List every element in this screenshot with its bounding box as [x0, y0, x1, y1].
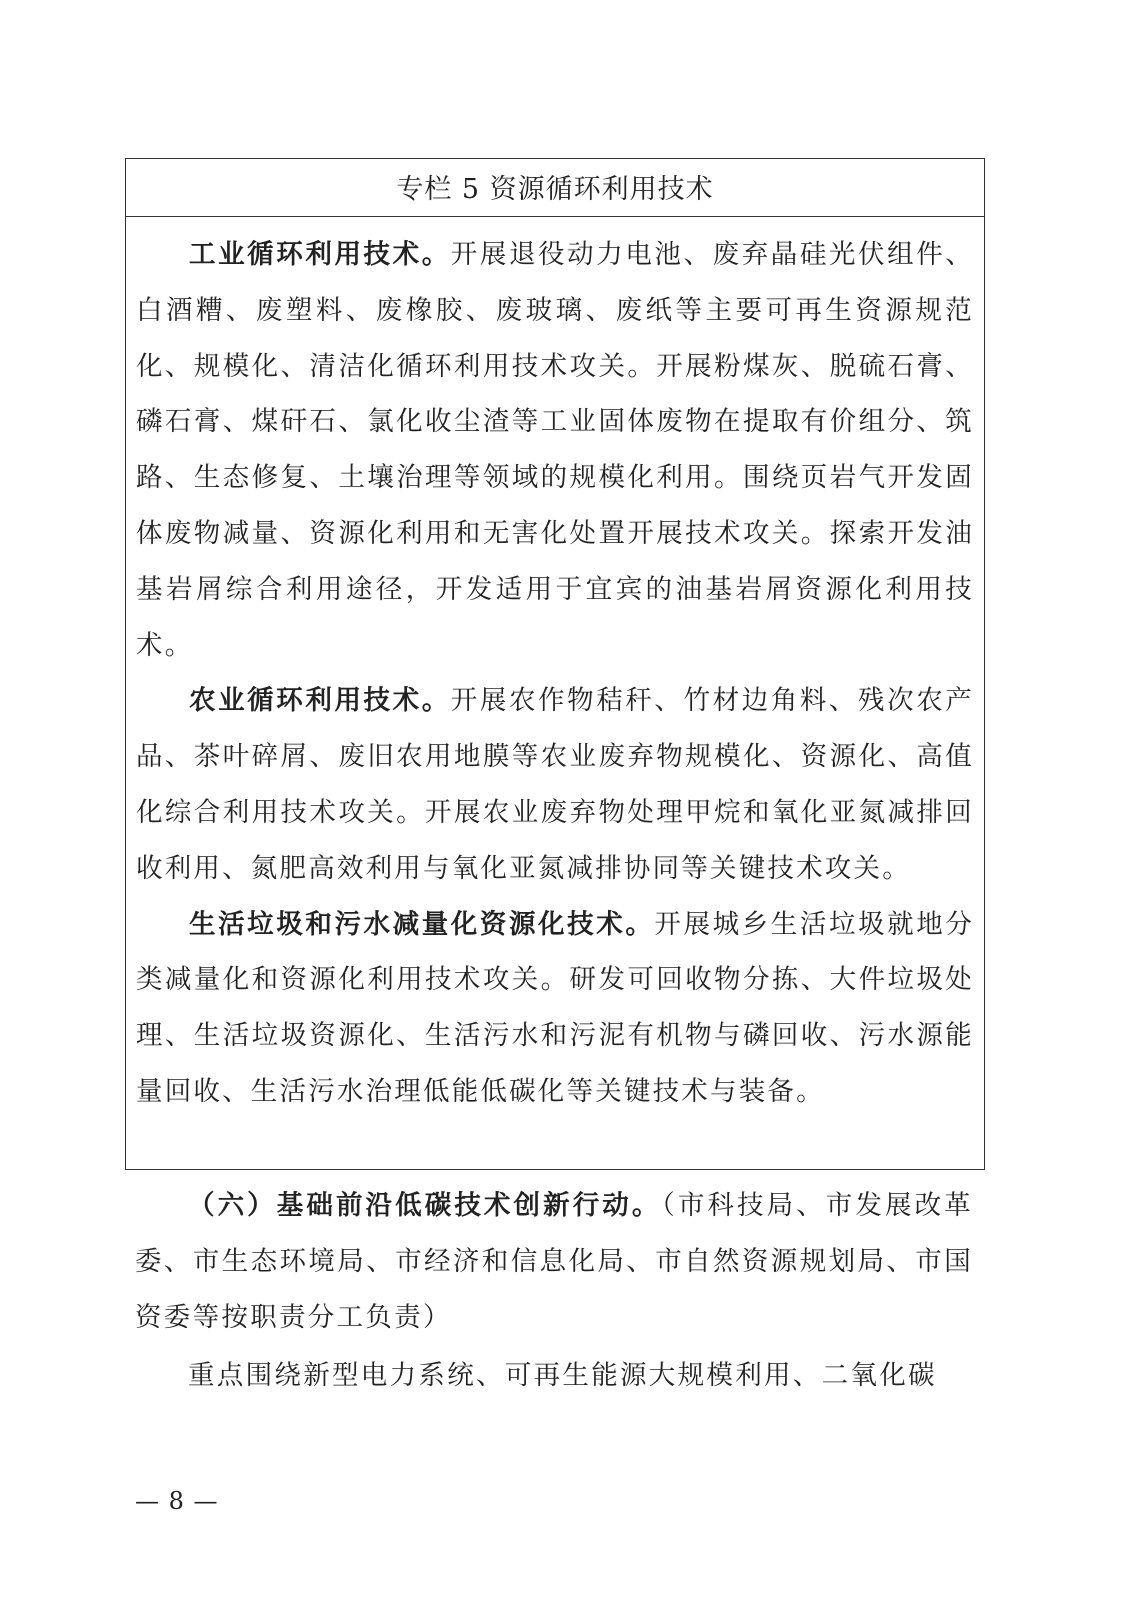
section-heading: （六）基础前沿低碳技术创新行动。: [188, 1190, 662, 1221]
industrial-recycling-paragraph: [136, 227, 974, 673]
paragraph-text: 开展退役动力电池、废弃晶硅光伏组件、白酒糟、废塑料、废橡胶、废玻璃、废纸等主要可再生资源规范化、规模化、清洁化循环利用技术攻关。开展粉煤灰、脱硫石膏、磷石膏、煤矸石、氯化收尘渣等工业固体废物在提取有价组分、筑路、生态修复、土壤治理等领域的规模化利用。围绕页岩气开发固体废物减量、资源化利用和无害化处置开展技术攻关。探索开发油基岩屑综合利用途径，开发适用于宜宾的油基岩屑资源化利用技术。: [136, 239, 974, 661]
paragraph-text: 开展城乡生活垃圾就地分类减量化和资源化利用技术攻关。研发可回收物分拣、大件垃圾处理、生活垃圾资源化、生活污水和污泥有机物与磷回收、污水源能量回收、生活污水治理低能低碳化等关键技术与装备。: [136, 908, 975, 1107]
page-number: — 8 —: [135, 1487, 219, 1515]
paragraph-lead: 生活垃圾和污水减量化资源化技术。: [189, 908, 655, 940]
section-responsibility: （市科技局、市发展改革委、市生态环境局、市经济和信息化局、市自然资源规划局、市国资委等按职责分工负责）: [135, 1190, 973, 1333]
column-title: 专栏 5 资源循环利用技术: [126, 159, 984, 217]
waste-sewage-paragraph: [136, 897, 974, 1120]
next-paragraph: 重点围绕新型电力系统、可再生能源大规模利用、二氧化碳: [188, 1360, 937, 1391]
section-six: [135, 1178, 973, 1345]
next-paragraph-block: [135, 1348, 973, 1404]
paragraph-lead: 农业循环利用技术。: [189, 685, 451, 717]
agricultural-recycling-paragraph: [136, 673, 974, 896]
paragraph-text: 开展农作物秸秆、竹材边角料、残次农产品、茶叶碎屑、废旧农用地膜等农业废弃物规模化、资源化、高值化综合利用技术攻关。开展农业废弃物处理甲烷和氧化亚氮减排回收利用、氮肥高效利用与氧化亚氮减排协同等关键技术攻关。: [136, 685, 974, 884]
column-body: [126, 217, 984, 1120]
section-six-paragraph: [135, 1178, 973, 1345]
paragraph-lead: 工业循环利用技术。: [189, 239, 451, 270]
column-box: [125, 158, 985, 1170]
